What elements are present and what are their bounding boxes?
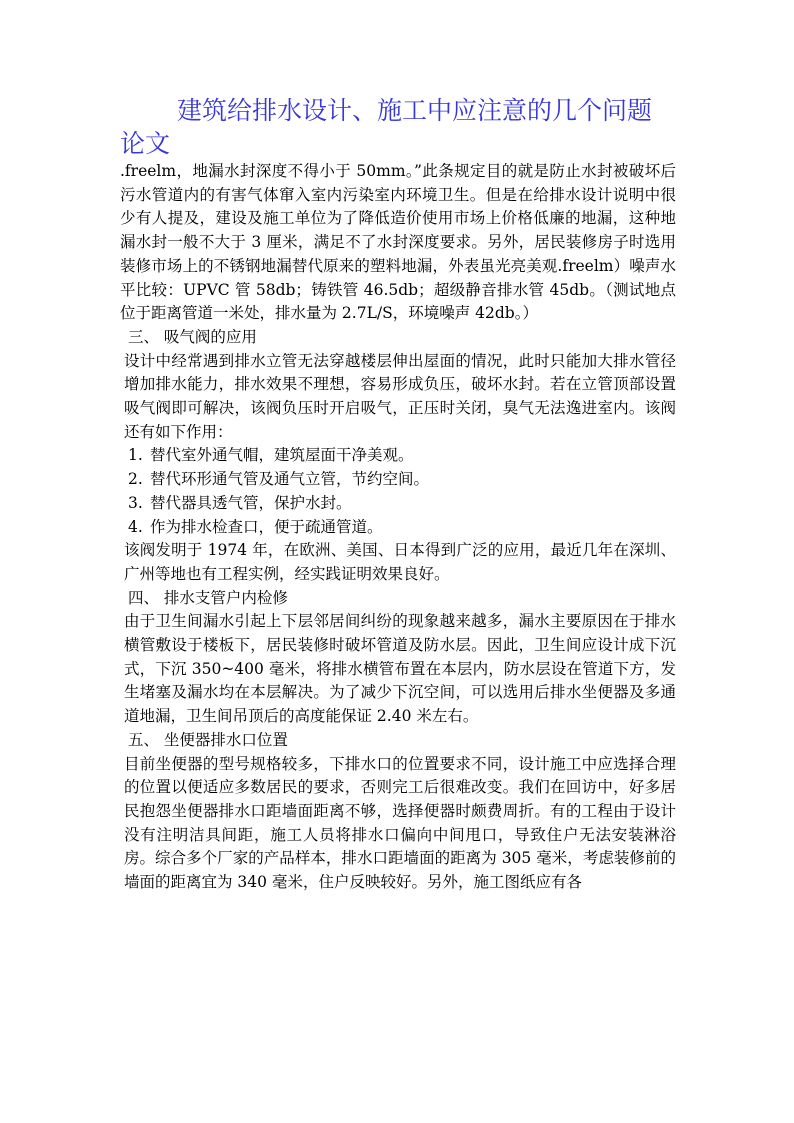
- section-heading-air-valve: 三、 吸气阀的应用: [128, 327, 257, 346]
- list-item-text: 替代环形通气管及通气立管，节约空间。: [150, 470, 430, 489]
- paragraph-branch-pipe: 由于卫生间漏水引起上下层邻居间纠纷的现象越来越多，漏水主要原因在于排水横管敷设于楼板下，居民装修时破坏管道及防水层。因此，卫生间应设计成下沉式，下沉 350~400 毫米，将排水横管布置在本层内，防水层设在管道下方，发生堵塞及漏水均在本层解决。为了减少下沉空间，可以选用后排水坐便器及多通道地漏，卫生间吊顶后的高度能保证 2.40 米左右。: [124, 612, 676, 726]
- list-item: [120, 468, 676, 492]
- section-heading-toilet-outlet: 五、 坐便器排水口位置: [128, 730, 288, 749]
- list-item-number: 4.: [128, 517, 143, 536]
- list-item-number: 1.: [128, 446, 143, 465]
- list-item-text: 替代器具透气管，保护水封。: [150, 493, 352, 512]
- air-valve-list: [120, 444, 676, 539]
- paragraph-air-valve-outro: 该阀发明于 1974 年，在欧洲、美国、日本得到广泛的应用，最近几年在深圳、广州等地也有工程实例，经实践证明效果良好。: [124, 541, 676, 583]
- list-item-text: 作为排水检查口，便于疏通管道。: [150, 517, 383, 536]
- list-item: [120, 492, 676, 516]
- list-item-text: 替代室外通气帽，建筑屋面干净美观。: [150, 446, 414, 465]
- list-item-number: 3.: [128, 493, 143, 512]
- paragraph-floor-drain: .freelm，地漏水封深度不得小于 50mm。”此条规定目的就是防止水封被破坏后污水管道内的有害气体窜入室内污染室内环境卫生。但是在给排水设计说明中很少有人提及，建设及施工单位为了降低造价使用市场上价格低廉的地漏，这种地漏水封一般不大于 3 厘米，满足不了水封深度要求。另外，居民装修房子时选用装修市场上的不锈钢地漏替代原来的塑料地漏，外表虽光亮美观.freelm）噪声水平比较：UPVC 管 58db；铸铁管 46.5db；超级静音排水管 45db。（测试地点位于距离管道一米处，排水量为 2.7L/S，环境噪声 42db。）: [120, 162, 676, 323]
- document-page: [120, 94, 676, 895]
- document-title: 建筑给排水设计、施工中应注意的几个问题论文: [120, 96, 653, 158]
- section-heading-branch-pipe: 四、 排水支管户内检修: [128, 588, 288, 607]
- list-item: [120, 516, 676, 540]
- list-item-number: 2.: [128, 470, 143, 489]
- list-item: [120, 444, 676, 468]
- paragraph-air-valve-intro: 设计中经常遇到排水立管无法穿越楼层伸出屋面的情况，此时只能加大排水管径增加排水能力，排水效果不理想，容易形成负压，破坏水封。若在立管顶部设置吸气阀即可解决，该阀负压时开启吸气，正压时关闭，臭气无法逸进室内。该阀还有如下作用：: [124, 351, 676, 441]
- paragraph-toilet-outlet: 目前坐便器的型号规格较多，下排水口的位置要求不同，设计施工中应选择合理的位置以便适应多数居民的要求，否则完工后很难改变。我们在回访中，好多居民抱怨坐便器排水口距墙面距离不够，选择便器时颇费周折。有的工程由于设计没有注明洁具间距，施工人员将排水口偏向中间甩口，导致住户无法安装淋浴房。综合多个厂家的产品样本，排水口距墙面的距离为 305 毫米，考虑装修前的墙面的距离宜为 340 毫米，住户反映较好。另外，施工图纸应有各: [124, 754, 676, 892]
